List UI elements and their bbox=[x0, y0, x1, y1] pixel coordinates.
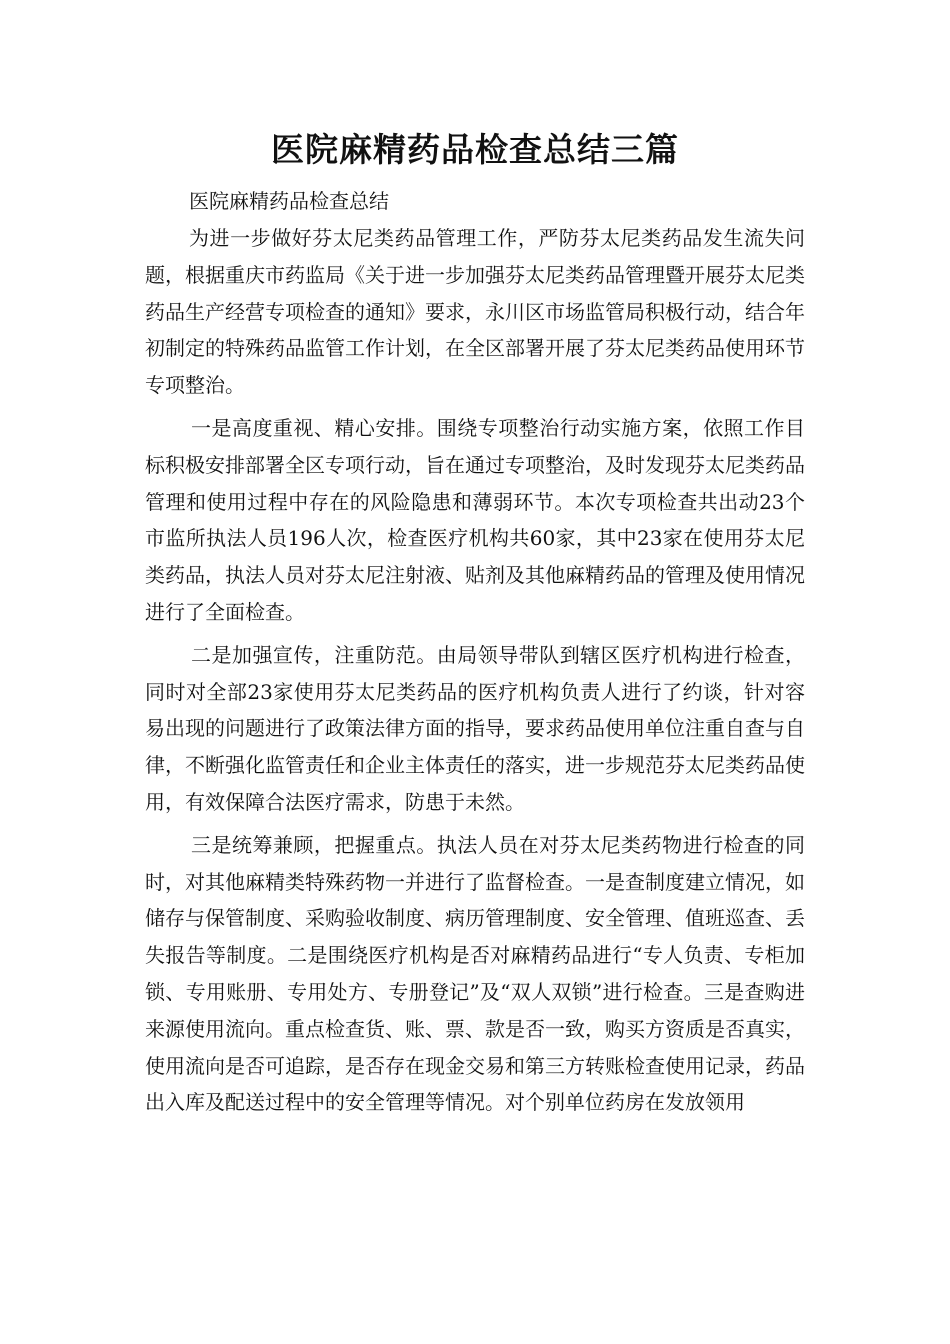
paragraph-point-two: 二是加强宣传，注重防范。由局领导带队到辖区医疗机构进行检查，同时对全部23家使用芬太尼类药品的医疗机构负责人进行了约谈，针对容易出现的问题进行了政策法律方面的指导，要求药品使用单位注重自查与自律，不断强化监管责任和企业主体责任的落实，进一步规范芬太尼类药品使用，有效保障合法医疗需求，防患于未然。 bbox=[145, 642, 805, 814]
paragraph-point-three: 三是统筹兼顾，把握重点。执法人员在对芬太尼类药物进行检查的同时，对其他麻精类特殊药物一并进行了监督检查。一是查制度建立情况，如储存与保管制度、采购验收制度、病历管理制度、安全管理、值班巡查、丢失报告等制度。二是围绕医疗机构是否对麻精药品进行“专人负责、专柜加锁、专用账册、专用处方、专册登记”及“双人双锁”进行检查。三是查购进来源使用流向。重点检查货、账、票、款是否一致，购买方资质是否真实，使用流向是否可追踪，是否存在现金交易和第三方转账检查使用记录，药品出入库及配送过程中的安全管理等情况。对个别单位药房在发放领用 bbox=[145, 832, 805, 1115]
paragraph-intro: 为进一步做好芬太尼类药品管理工作，严防芬太尼类药品发生流失问题，根据重庆市药监局《关于进一步加强芬太尼类药品管理暨开展芬太尼类药品生产经营专项检查的通知》要求，永川区市场监管局积极行动，结合年初制定的特殊药品监管工作计划，在全区部署开展了芬太尼类药品使用环节专项整治。 bbox=[145, 226, 805, 398]
paragraph-point-one: 一是高度重视、精心安排。围绕专项整治行动实施方案，依照工作目标积极安排部署全区专项行动，旨在通过专项整治，及时发现芬太尼类药品管理和使用过程中存在的风险隐患和薄弱环节。本次专项检查共出动23个市监所执法人员196人次，检查医疗机构共60家，其中23家在使用芬太尼类药品，执法人员对芬太尼注射液、贴剂及其他麻精药品的管理及使用情况进行了全面检查。 bbox=[145, 415, 805, 624]
document-subtitle: 医院麻精药品检查总结 bbox=[189, 189, 389, 213]
document-body bbox=[145, 182, 805, 1127]
document-title: 医院麻精药品检查总结三篇 bbox=[271, 130, 679, 169]
